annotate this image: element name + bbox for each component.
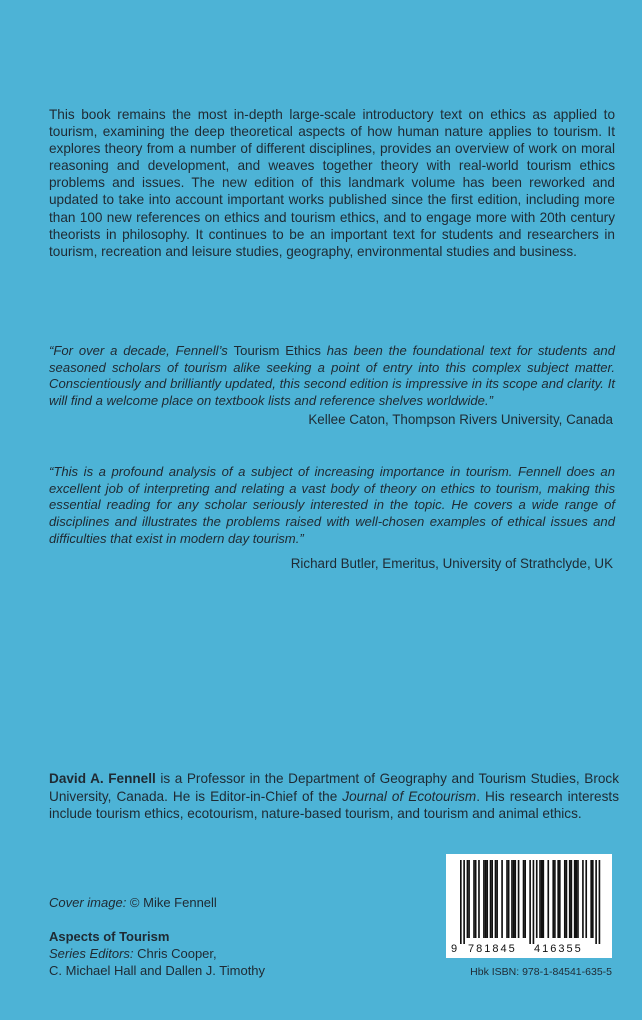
author-name: David A. Fennell [49, 771, 156, 786]
barcode-digit-lead: 9 [451, 943, 458, 955]
book-description: This book remains the most in-depth large-scale introductory text on ethics as applied to tourism, examining the deep theoretical aspects of how human nature applies to tourism. It explores theory from a number of different disciplines, provides an overview of work on moral reasoning and development, and weaves together theory with real-world tourism ethics problems and issues. The new edition of this landmark volume has been reworked and updated to take into account important works published since the first edition, including more than 100 new references on ethics and tourism ethics, and to engage more with 20th century theorists in philosophy. It continues to be an important text for students and researchers in tourism, recreation and leisure studies, geography, environmental studies and business. [49, 107, 615, 259]
series-info [49, 928, 265, 979]
review-quote-1-book-title: Tourism Ethics [233, 343, 321, 358]
review-quote-1-pre: “For over a decade, Fennell’s [49, 343, 234, 358]
series-editors-line1: Chris Cooper, [133, 946, 217, 961]
review-quote-2: “This is a profound analysis of a subject of increasing importance in tourism. Fennell does an excellent job of interpreting and relating a vast body of theory on ethics to tourism, making this essential reading for any scholar seriously interested in the topic. He covers a wide range of disciplines and illustrates the problems raised with well-chosen examples of ethical issues and difficulties that exist in modern day tourism.” [49, 464, 615, 546]
cover-credit [49, 895, 217, 910]
review-attribution-1: Kellee Caton, Thompson Rivers University, Canada [308, 412, 613, 427]
barcode-digits-right: 416355 [534, 943, 583, 955]
author-bio [49, 770, 619, 823]
barcode-bars [460, 860, 600, 944]
series-editors-line2: C. Michael Hall and Dallen J. Timothy [49, 963, 266, 978]
isbn: Hbk ISBN: 978-1-84541-635-5 [470, 966, 612, 978]
author-journal: Journal of Ecotourism [342, 788, 477, 804]
review-attribution-2: Richard Butler, Emeritus, University of Strathclyde, UK [290, 556, 613, 571]
author-bio-pre: is a Professor in the Department of Geography and Tourism Studies, Brock University, Canada. He is Editor-in-Chief of the [49, 771, 619, 804]
review-quote-1-post: has been the foundational text for students and seasoned scholars of tourism alike seeking a point of entry into this complex subject matter. Conscientiously and brilliantly updated, this second edition is impressive in its scope and clarity. It will find a welcome place on textbook lists and reference shelves worldwide.” [49, 343, 615, 409]
author-bio-post: . His research interests include tourism ethics, ecotourism, nature-based tourism, and tourism and animal ethics. [49, 788, 619, 822]
barcode-graphic [446, 854, 612, 958]
series-editors-label: Series Editors: [49, 946, 134, 961]
cover-credit-label: Cover image: [49, 895, 127, 910]
series-title: Aspects of Tourism [49, 929, 170, 944]
barcode-digits-left: 781845 [468, 943, 517, 955]
review-quote-1 [49, 343, 615, 410]
cover-credit-value: © Mike Fennell [126, 895, 217, 910]
barcode [446, 854, 612, 958]
